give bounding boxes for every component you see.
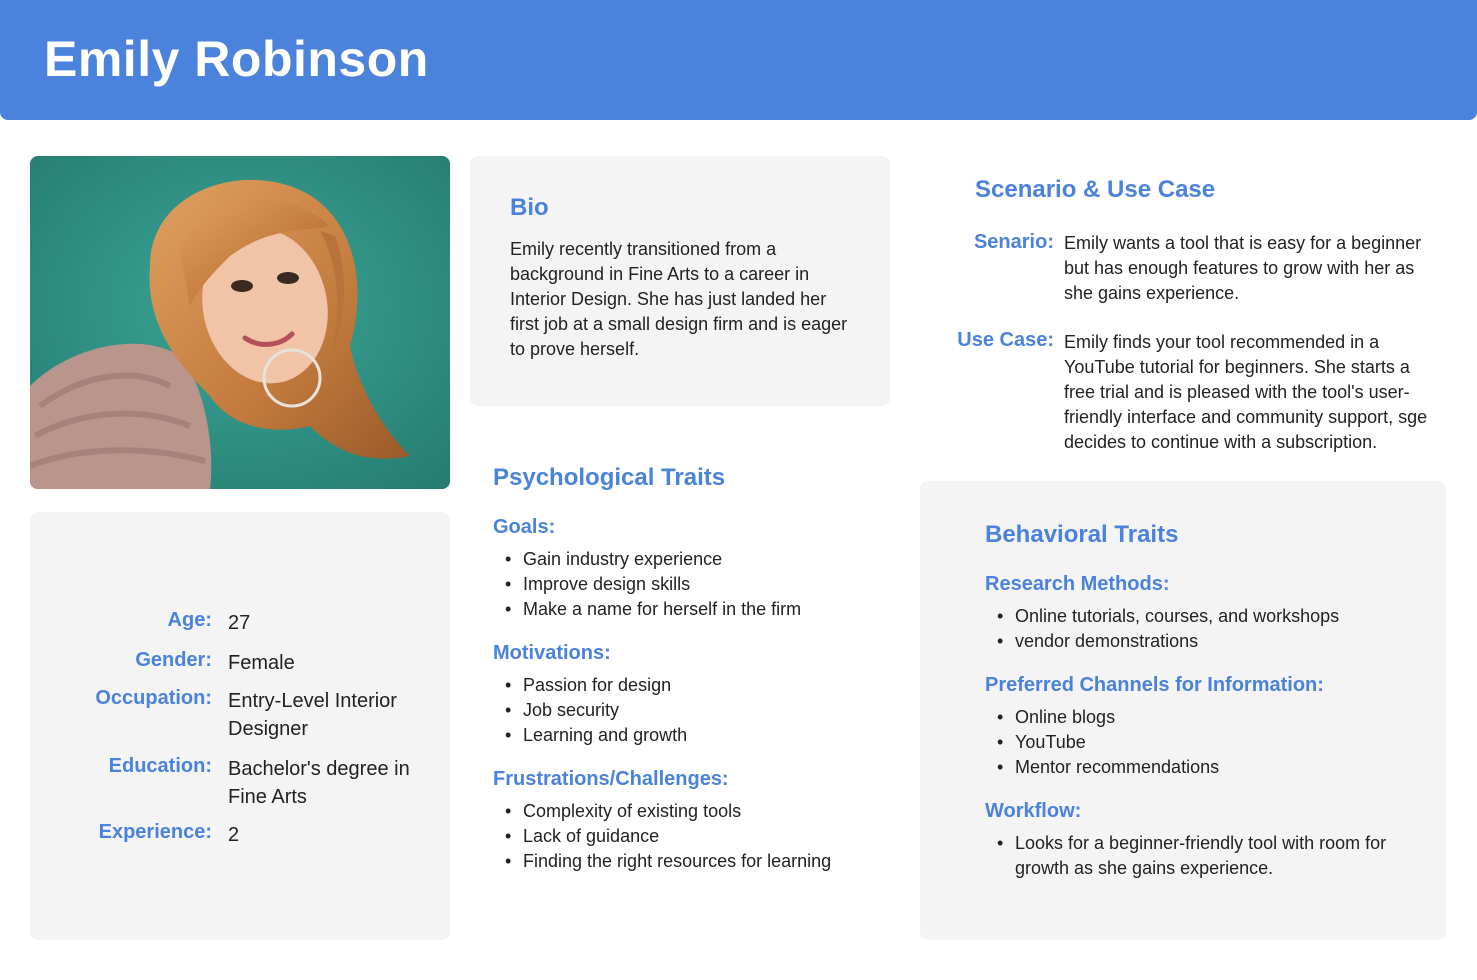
info-panel (30, 512, 450, 940)
list-item: • Lack of guidance (523, 824, 893, 849)
gender-label: Gender: (135, 649, 212, 671)
list-item: • Complexity of existing tools (523, 799, 893, 824)
occupation-value: Entry-Level Interior Designer (228, 690, 397, 740)
behavioral-traits-panel (920, 481, 1446, 940)
list-item: • Mentor recommendations (1015, 755, 1425, 780)
channels-list (985, 705, 1425, 780)
occupation-label: Occupation: (95, 687, 212, 709)
education-label: Education: (108, 755, 212, 777)
list-item: • Learning and growth (523, 723, 893, 748)
bio-text: Emily recently transitioned from a background in Fine Arts to a career in Interior Design. She has just landed her first job at a small design firm and is eager to prove herself. (510, 239, 848, 359)
research-title: Research Methods: (985, 573, 1170, 595)
age-label: Age: (167, 609, 212, 631)
list-item: • Job security (523, 698, 893, 723)
scenario-text: Emily wants a tool that is easy for a beginner but has enough features to grow with her as she gains experience. (1064, 233, 1422, 303)
frustrations-title: Frustrations/Challenges: (493, 768, 729, 790)
psychological-traits-section (493, 464, 893, 874)
education-value: Bachelor's degree in Fine Arts (228, 758, 410, 808)
list-item: • Online blogs (1015, 705, 1425, 730)
persona-name: Emily Robinson (44, 31, 429, 87)
motivations-title: Motivations: (493, 642, 611, 664)
bio-panel (470, 156, 890, 406)
bio-title: Bio (510, 194, 549, 221)
portrait-photo (30, 156, 450, 489)
list-item: • YouTube (1015, 730, 1425, 755)
list-item: • Finding the right resources for learning (523, 849, 893, 874)
list-item: • Online tutorials, courses, and workshops (1015, 604, 1425, 629)
experience-label: Experience: (98, 821, 212, 843)
frustrations-list (493, 799, 893, 874)
psych-title: Psychological Traits (493, 464, 726, 491)
workflow-list (985, 831, 1395, 881)
scenario-section (920, 176, 1460, 466)
motivations-list (493, 673, 893, 748)
usecase-text: Emily finds your tool recommended in a YouTube tutorial for beginners. She starts a free trial and is pleased with the tool's user-friendly interface and community support, sge decides to continue with a subscription. (1064, 332, 1428, 452)
behavior-title: Behavioral Traits (985, 521, 1179, 548)
scenario-title: Scenario & Use Case (975, 176, 1216, 203)
list-item: • Passion for design (523, 673, 893, 698)
gender-value: Female (228, 652, 295, 674)
list-item: • Make a name for herself in the firm (523, 597, 893, 622)
workflow-title: Workflow: (985, 800, 1082, 822)
experience-value: 2 (228, 824, 240, 846)
goals-title: Goals: (493, 516, 556, 538)
header-banner (0, 0, 1477, 120)
scenario-label: Senario: (973, 231, 1054, 253)
list-item: • vendor demonstrations (1015, 629, 1425, 654)
usecase-label: Use Case: (957, 329, 1054, 351)
research-list (985, 604, 1425, 654)
portrait-illustration (30, 156, 450, 489)
age-value: 27 (228, 612, 251, 634)
goals-list (493, 547, 893, 622)
channels-title: Preferred Channels for Information: (985, 674, 1324, 696)
list-item: • Looks for a beginner-friendly tool with room for growth as she gains experience. (1015, 831, 1395, 881)
list-item: • Improve design skills (523, 572, 893, 597)
list-item: • Gain industry experience (523, 547, 893, 572)
